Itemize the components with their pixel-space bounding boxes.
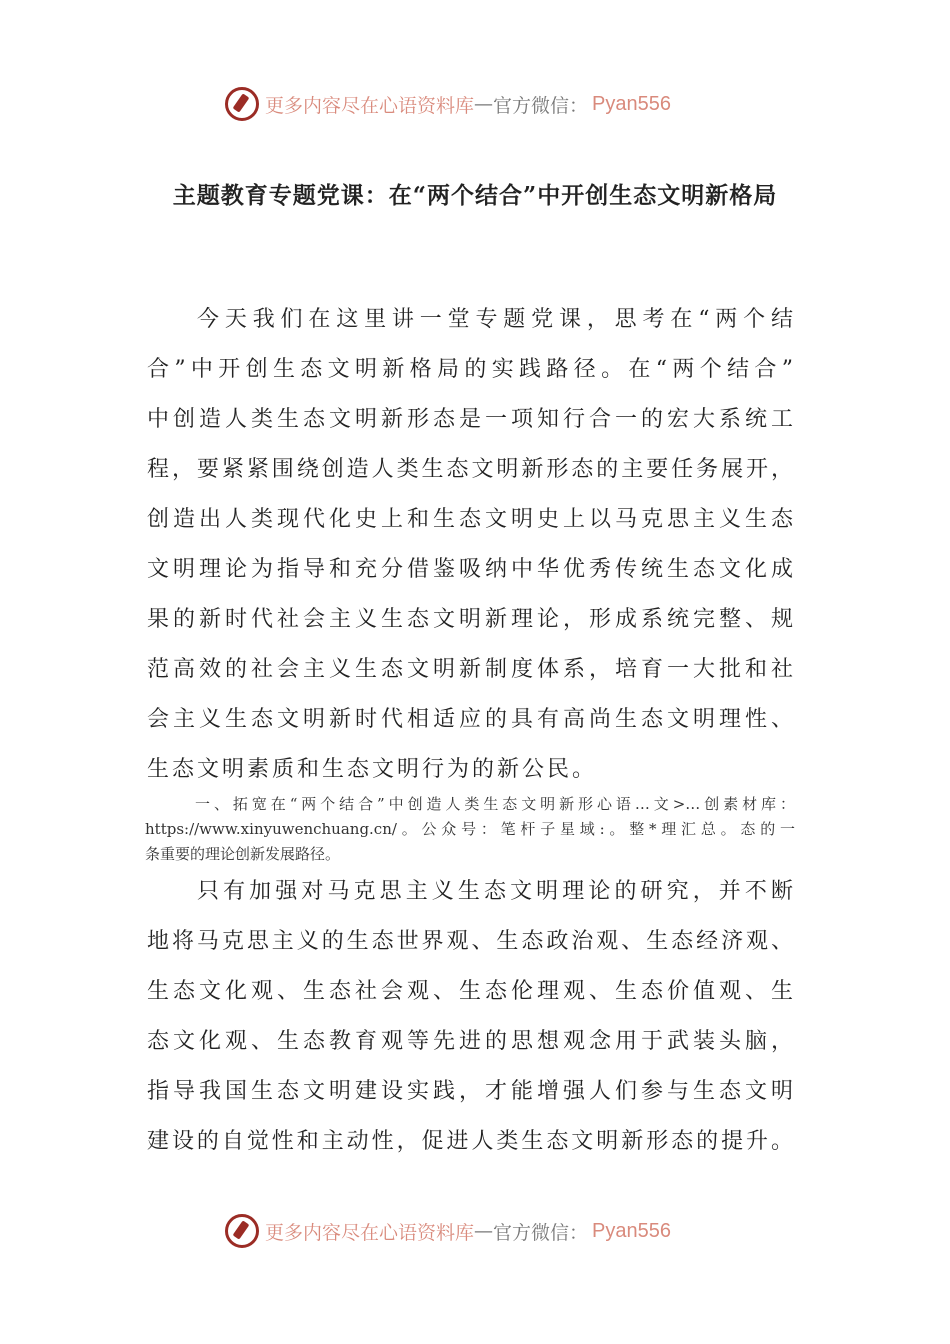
paragraph-1 (147, 295, 793, 795)
text-line: 合”中开创生态文明新格局的实践路径。在“两个结合” (147, 357, 793, 382)
pen-logo-icon (225, 87, 259, 121)
text-line: 文明理论为指导和充分借鉴吸纳中华优秀传统生态文化成 (147, 557, 793, 582)
banner-official: 官方微信： (493, 94, 589, 117)
banner-separator: — (474, 93, 494, 115)
footer-banner (225, 1211, 725, 1251)
text-line: 生态文化观、生态社会观、生态伦理观、生态价值观、生 (147, 979, 793, 1004)
text-line: 今天我们在这里讲一堂专题党课，思考在“两个结 (197, 307, 793, 332)
text-line: 只有加强对马克思主义生态文明理论的研究，并不断 (197, 879, 793, 904)
pen-logo-icon (225, 1214, 259, 1248)
text-line: 会主义生态文明新时代相适应的具有高尚生态文明理性、 (147, 707, 793, 732)
text-line: 生态文明素质和生态文明行为的新公民。 (147, 757, 598, 782)
banner-wechat-id: Pyan556 (592, 92, 671, 115)
banner-text: 更多内容尽在心语资料库 (265, 1221, 475, 1244)
text-line: 态文化观、生态教育观等先进的思想观念用于武装头脑， (147, 1029, 793, 1054)
text-line: 中创造人类生态文明新形态是一项知行合一的宏大系统工 (147, 407, 793, 432)
text-line: 指导我国生态文明建设实践，才能增强人们参与生态文明 (147, 1079, 793, 1104)
document-title: 主题教育专题党课：在“两个结合”中开创生态文明新格局 (172, 182, 778, 209)
header-banner (225, 84, 725, 124)
note-line: 条重要的理论创新发展路径。 (145, 845, 341, 863)
banner-official: 官方微信： (493, 1221, 589, 1244)
section-note (145, 792, 795, 867)
text-line: 地将马克思主义的生态世界观、生态政治观、生态经济观、 (147, 929, 793, 954)
text-line: 果的新时代社会主义生态文明新理论，形成系统完整、规 (147, 607, 793, 632)
text-line: 程，要紧紧围绕创造人类生态文明新形态的主要任务展开， (147, 457, 793, 482)
note-line: https://www.xinyuwenchuang.cn/。公众号：笔杆子星域:。整*理汇总。态的一 (145, 820, 795, 838)
note-line: 一、拓宽在“两个结合”中创造人类生态文明新形心语…文>…创素材库： (195, 795, 795, 813)
text-line: 建设的自觉性和主动性，促进人类生态文明新形态的提升。 (147, 1129, 793, 1154)
banner-separator: — (474, 1220, 494, 1242)
banner-text: 更多内容尽在心语资料库 (265, 94, 475, 117)
text-line: 范高效的社会主义生态文明新制度体系，培育一大批和社 (147, 657, 793, 682)
banner-wechat-id: Pyan556 (592, 1219, 671, 1242)
text-line: 创造出人类现代化史上和生态文明史上以马克思主义生态 (147, 507, 793, 532)
paragraph-2 (147, 867, 793, 1167)
